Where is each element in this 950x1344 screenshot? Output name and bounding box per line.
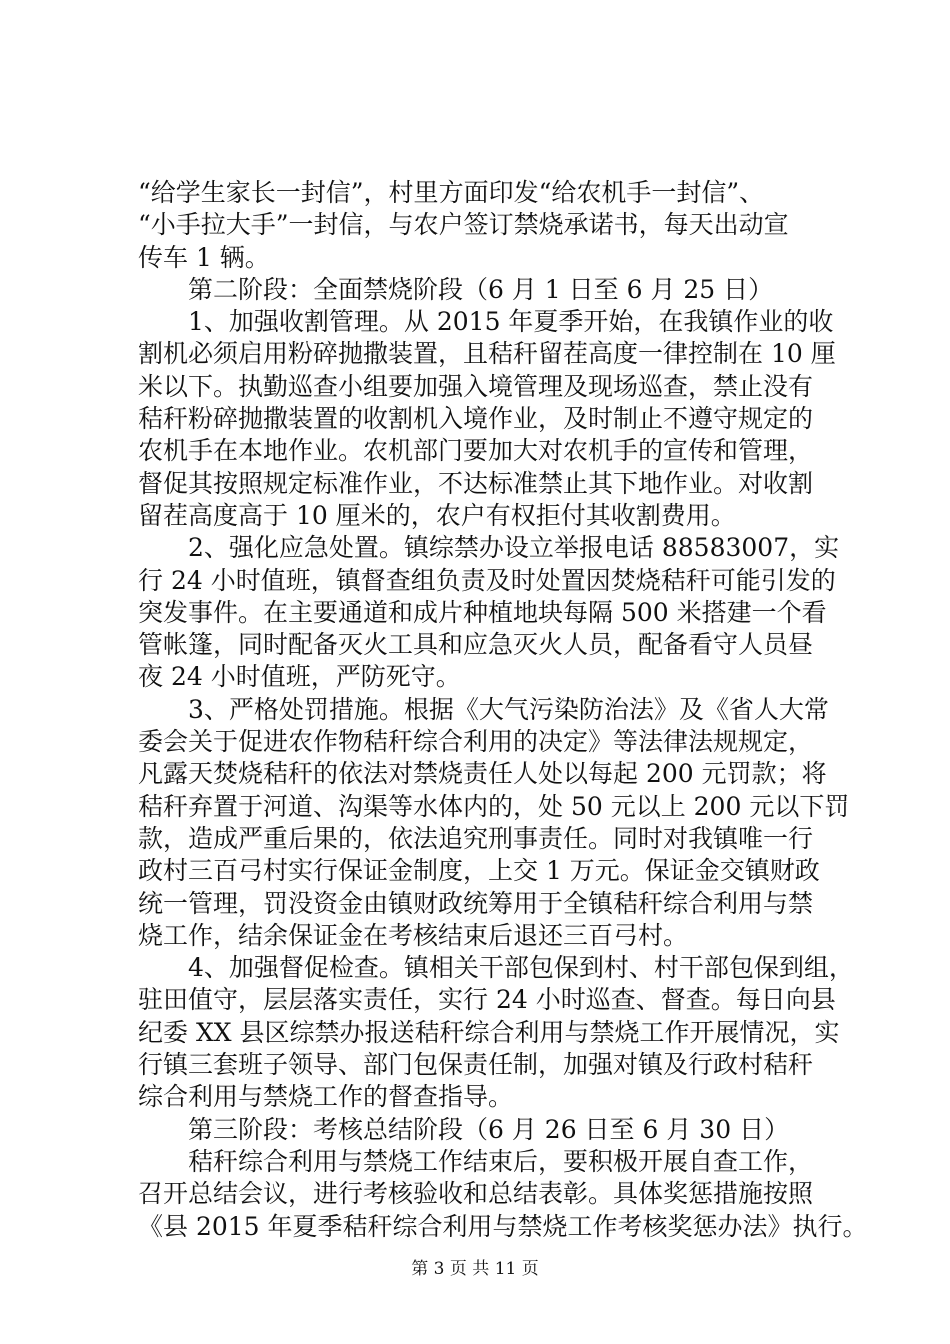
text-line: 秸秆粉碎抛撒装置的收割机入境作业，及时制止不遵守规定的 [138,404,814,434]
text-line: 米以下。执勤巡查小组要加强入境管理及现场巡查，禁止没有 [138,371,814,401]
text-line: 管帐篷，同时配备灭火工具和应急灭火人员，配备看守人员昼 [138,630,814,660]
text-line: 割机必须启用粉碎抛撒装置，且秸秆留茬高度一律控制在 10 厘 [138,339,836,369]
document-body [138,177,868,1243]
text-line: 农机手在本地作业。农机部门要加大对农机手的宣传和管理， [138,436,814,466]
text-line: 驻田值守，层层落实责任，实行 24 小时巡查、督查。每日向县 [138,985,836,1015]
text-line: 行镇三套班子领导、部门包保责任制，加强对镇及行政村秸秆 [138,1050,814,1080]
text-line: 1、加强收割管理。从 2015 年夏季开始，在我镇作业的收 [188,307,834,337]
text-line: 凡露天焚烧秸秆的依法对禁烧责任人处以每起 200 元罚款；将 [138,759,827,789]
text-line: 烧工作，结余保证金在考核结束后退还三百弓村。 [138,920,689,950]
text-line: 夜 24 小时值班，严防死守。 [138,662,461,692]
text-line: 《县 2015 年夏季秸秆综合利用与禁烧工作考核奖惩办法》执行。 [138,1211,868,1241]
text-line: 第三阶段：考核总结阶段（6 月 26 日至 6 月 30 日） [188,1114,790,1144]
text-line: “小手拉大手”一封信，与农户签订禁烧承诺书，每天出动宣 [138,210,789,240]
text-line: 委会关于促进农作物秸秆综合利用的决定》等法律法规规定， [138,727,814,757]
text-line: 3、严格处罚措施。根据《大气污染防治法》及《省人大常 [188,694,829,724]
text-line: 秸秆弃置于河道、沟渠等水体内的，处 50 元以上 200 元以下罚 [138,791,850,821]
text-line: “给学生家长一封信”，村里方面印发“给农机手一封信”、 [138,178,765,207]
text-line: 督促其按照规定标准作业，不达标准禁止其下地作业。对收割 [138,468,814,498]
text-line: 纪委 XX 县区综禁办报送秸秆综合利用与禁烧工作开展情况，实 [138,1017,840,1047]
text-line: 款，造成严重后果的，依法追究刑事责任。同时对我镇唯一行 [138,823,814,853]
text-line: 留茬高度高于 10 厘米的，农户有权拒付其收割费用。 [138,500,736,530]
text-line: 突发事件。在主要通道和成片种植地块每隔 500 米搭建一个看 [138,597,827,627]
text-line: 综合利用与禁烧工作的督查指导。 [138,1082,514,1112]
text-line: 政村三百弓村实行保证金制度，上交 1 万元。保证金交镇财政 [138,856,820,886]
text-line: 2、强化应急处置。镇综禁办设立举报电话 88583007，实 [188,533,840,563]
text-line: 召开总结会议，进行考核验收和总结表彰。具体奖惩措施按照 [138,1179,814,1209]
text-line: 4、加强督促检查。镇相关干部包保到村、村干部包保到组， [188,953,854,983]
text-line: 传车 1 辆。 [138,242,270,272]
page-footer: 第 3 页 共 11 页 [411,1259,539,1279]
text-line: 第二阶段：全面禁烧阶段（6 月 1 日至 6 月 25 日） [188,274,774,304]
text-line: 秸秆综合利用与禁烧工作结束后，要积极开展自查工作， [188,1146,814,1176]
text-line: 统一管理，罚没资金由镇财政统筹用于全镇秸秆综合利用与禁 [138,888,814,918]
text-line: 行 24 小时值班，镇督查组负责及时处置因焚烧秸秆可能引发的 [138,565,836,595]
